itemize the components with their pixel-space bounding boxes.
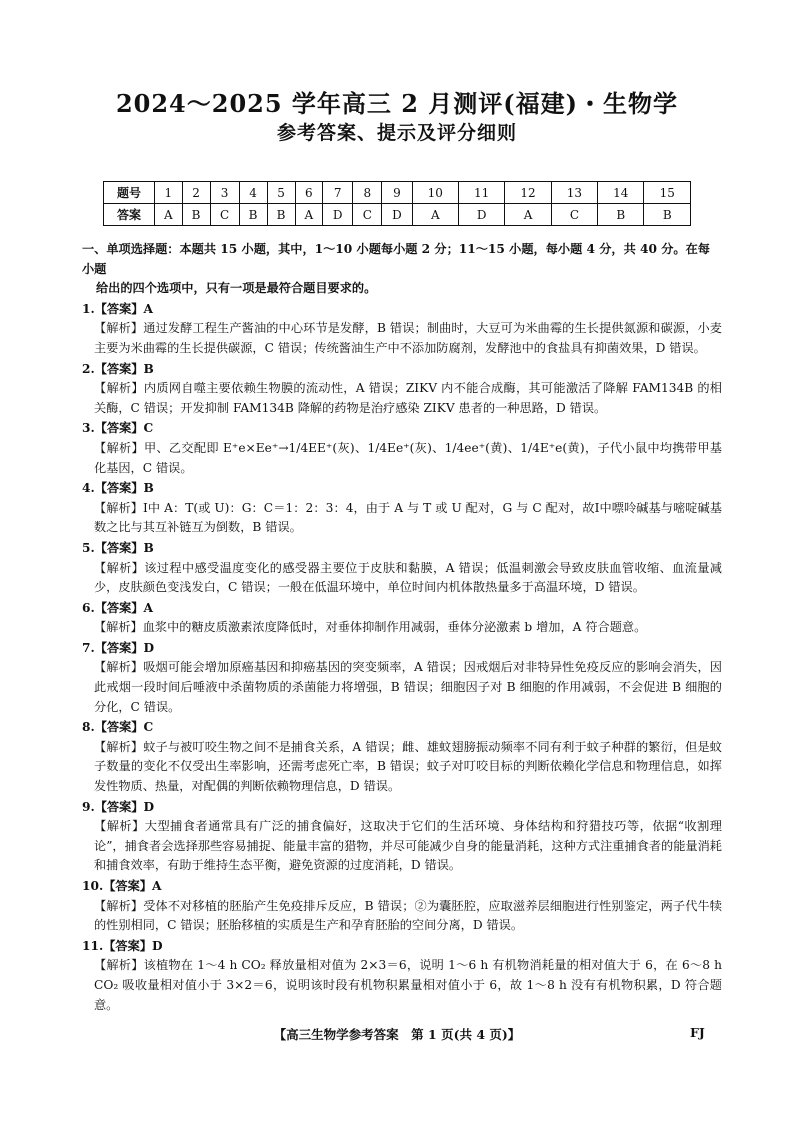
question-number-cell: 10 [412,182,458,204]
answer-cell: D [323,204,353,226]
answer-label: 11.【答案】D [82,938,163,953]
answer-item [82,937,722,1015]
answer-cell: A [412,204,458,226]
answer-item [82,599,722,638]
answer-label: 9.【答案】D [82,799,155,814]
question-number-cell: 9 [382,182,412,204]
answer-cell: D [382,204,412,226]
explanation-text: 【解析】内质网自噬主要依赖生物膜的流动性，A 错误；ZIKV 内不能合成酶，其可能激活了降解 FAM134B 的相关酶，C 错误；开发抑制 FAM134B 降解的药物是治疗感染 ZIKV 患者的一种思路，D 错误。 [94,381,722,415]
answer-cell: C [551,204,597,226]
footer-code: FJ [690,1025,705,1040]
answer-cell: D [458,204,504,226]
explanation-text: 【解析】该植物在 1～4 h CO₂ 释放量相对值为 2×3＝6，说明 1～6 h 有机物消耗量的相对值大于 6，在 6～8 h CO₂ 吸收量相对值小于 3×2＝6，说明该时段有机物积累量相对值小于 6，故 1～8 h 没有有机物积累，D 符合题意。 [94,958,722,1012]
question-number-cell: 8 [353,182,382,204]
answer-label: 7.【答案】D [82,640,155,655]
explanation-text: 【解析】Ⅰ中 A：T(或 U)：G：C＝1：2：3：4，由于 A 与 T 或 U 配对，G 与 C 配对，故Ⅰ中嘌呤碱基与嘧啶碱基数之比与其互补链互为倒数，B 错误。 [94,500,722,535]
answer-cell: A [155,204,183,226]
answer-table [103,181,691,226]
page-subtitle: 参考答案、提示及评分细则 [276,122,517,144]
question-number-cell: 4 [239,182,267,204]
content-body [82,240,722,1015]
answer-item [82,479,722,538]
section-heading-line1: 一、单项选择题：本题共 15 小题，其中，1～10 小题每小题 2 分；11～15 小题，每小题 4 分，共 40 分。在每小题 [82,242,710,276]
question-number-cell: 3 [210,182,239,204]
section-heading-line2: 给出的四个选项中，只有一项是最符合题目要求的。 [96,281,377,296]
answer-cell: B [182,204,210,226]
explanation-text: 【解析】大型捕食者通常具有广泛的捕食偏好，这取决于它们的生活环境、身体结构和狩猎技巧等，依据“收割理论”，捕食者会选择那些容易捕捉、能量丰富的猎物，并尽可能减少自身的能量消耗，这种方式注重捕食者的能量消耗和捕食效率，有助于维持生态平衡，避免资源的过度消耗，D 错误。 [94,819,722,873]
answer-label: 6.【答案】A [82,600,153,615]
answer-cell: A [505,204,551,226]
answer-cell: C [353,204,382,226]
explanation-text: 【解析】血浆中的糖皮质激素浓度降低时，对垂体抑制作用减弱，垂体分泌激素 b 增加，A 符合题意。 [94,620,647,635]
answer-item [82,360,722,419]
explanation-text: 【解析】蚊子与被叮咬生物之间不是捕食关系，A 错误；雌、雄蚊翅膀振动频率不同有利于蚊子种群的繁衍，但是蚊子数量的变化不仅受出生率影响，还需考虑死亡率，B 错误；蚊子对叮咬目标的判断依赖化学信息和物理信息，如挥发性物质、热量，对配偶的判断依赖物理信息，D 错误。 [94,739,722,794]
answer-cell: C [210,204,239,226]
answer-item [82,798,722,876]
answer-label: 4.【答案】B [82,481,154,496]
explanation-text: 【解析】甲、乙交配即 E⁺e×Ee⁺→1/4EE⁺(灰)、1/4Ee⁺(灰)、1/4ee⁺(黄)、1/4E⁺e(黄)，子代小鼠中均携带甲基化基因，C 错误。 [94,440,722,475]
answer-label: 1.【答案】A [82,301,153,316]
section-heading [82,240,722,299]
explanation-text: 【解析】吸烟可能会增加原癌基因和抑癌基因的突变频率，A 错误；因戒烟后对非特异性免疫反应的影响会消失，因此戒烟一段时间后唾液中杀菌物质的杀菌能力将增强，B 错误；细胞因子对 B 细胞的作用减弱，不会促进 B 细胞的分化，C 错误。 [94,660,722,714]
explanation-text: 【解析】该过程中感受温度变化的感受器主要位于皮肤和黏膜，A 错误；低温刺激会导致皮肤血管收缩、血流量减少，皮肤颜色变浅发白，C 错误；一般在低温环境中，单位时间内机体散热量多于高温环境，D 错误。 [94,560,722,595]
answer-cell: B [598,204,644,226]
answer-items [82,300,722,1015]
row-label-number: 题号 [104,182,155,204]
answer-item [82,539,722,598]
question-number-row [104,182,691,204]
answer-item [82,718,722,796]
explanation-text: 【解析】通过发酵工程生产酱油的中心环节是发酵，B 错误；制曲时，大豆可为米曲霉的生长提供氮源和碳源，小麦主要为米曲霉的生长提供碳源，C 错误；传统酱油生产中不添加防腐剂，发酵池中的食盐具有抑菌效果，D 错误。 [94,321,722,355]
page-title: 2024～2025 学年高三 2 月测评(福建)・生物学 [115,89,679,118]
answer-item [82,877,722,936]
question-number-cell: 5 [267,182,295,204]
answer-label: 5.【答案】B [82,540,154,555]
question-number-cell: 12 [505,182,551,204]
question-number-cell: 1 [155,182,183,204]
answer-label: 10.【答案】A [82,879,162,893]
answer-cell: A [295,204,323,226]
answer-cell: B [644,204,691,226]
answer-cell: B [267,204,295,226]
row-label-answer: 答案 [104,204,155,226]
question-number-cell: 6 [295,182,323,204]
answer-label: 3.【答案】C [82,421,154,436]
answer-item [82,639,722,717]
answer-item [82,419,722,478]
question-number-cell: 7 [323,182,353,204]
answer-label: 2.【答案】B [82,361,154,376]
answer-cell: B [239,204,267,226]
page-footer: 【高三生物学参考答案 第 1 页(共 4 页)】 [273,1027,521,1042]
explanation-text: 【解析】受体不对移植的胚胎产生免疫排斥反应，B 错误；②为囊胚腔，应取滋养层细胞进行性别鉴定，两子代牛犊的性别相同，C 错误；胚胎移植的实质是生产和孕育胚胎的空间分离，D 错误。 [94,898,722,933]
question-number-cell: 15 [644,182,691,204]
answer-item [82,300,722,359]
answer-label: 8.【答案】C [82,720,154,735]
question-number-cell: 13 [551,182,597,204]
question-number-cell: 14 [598,182,644,204]
question-number-cell: 2 [182,182,210,204]
answer-row [104,204,691,226]
question-number-cell: 11 [458,182,504,204]
